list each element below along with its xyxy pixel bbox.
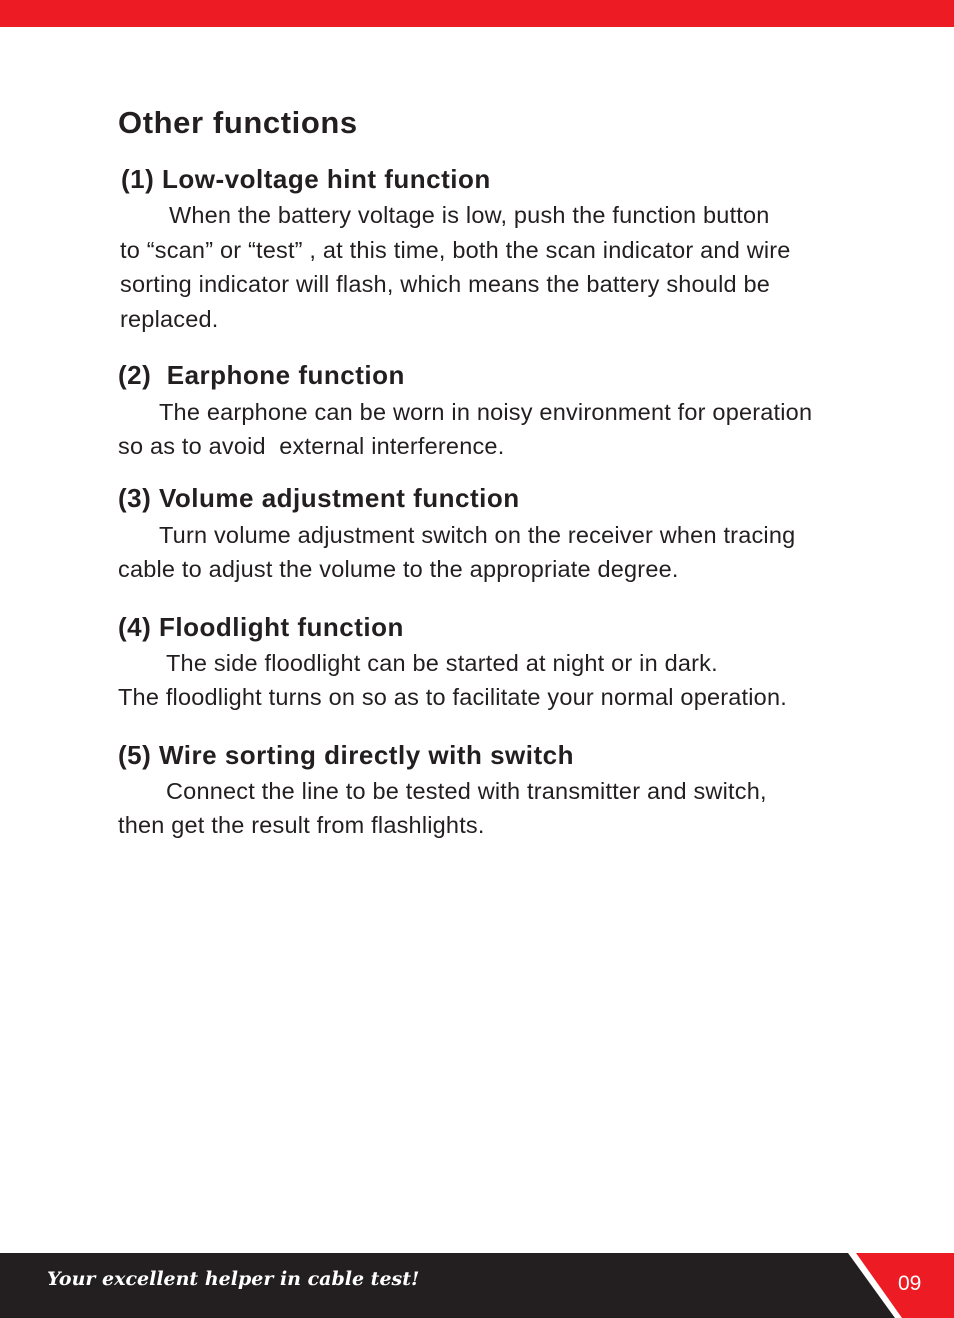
section-1-heading: (1) Low-voltage hint function [121,164,491,194]
page-title: Other functions [118,105,358,140]
header-accent-bar [0,0,954,27]
section-1-line-4: replaced. [120,306,219,332]
section-5-line-2: then get the result from flashlights. [118,812,485,838]
section-1-line-1: When the battery voltage is low, push the function button [169,202,770,228]
section-4-line-2: The floodlight turns on so as to facilitate your normal operation. [118,684,787,710]
section-3-heading: (3) Volume adjustment function [118,483,520,513]
page-number: 09 [898,1272,922,1295]
section-2-heading: (2) Earphone function [118,360,405,390]
section-4-line-1: The side floodlight can be started at night or in dark. [166,650,718,676]
footer-tagline: Your excellent helper in cable test! [47,1268,420,1290]
section-2-line-1: The earphone can be worn in noisy environment for operation [159,399,813,425]
section-1-line-3: sorting indicator will flash, which means the battery should be [120,271,771,297]
section-1-line-2: to “scan” or “test” , at this time, both the scan indicator and wire [120,237,791,263]
section-2-line-2: so as to avoid external interference. [118,433,505,459]
section-3-line-2: cable to adjust the volume to the appropriate degree. [118,556,679,582]
section-4-heading: (4) Floodlight function [118,612,404,642]
section-3-line-1: Turn volume adjustment switch on the receiver when tracing [159,522,796,548]
section-5-heading: (5) Wire sorting directly with switch [118,740,574,770]
section-5-line-1: Connect the line to be tested with transmitter and switch, [166,778,767,804]
